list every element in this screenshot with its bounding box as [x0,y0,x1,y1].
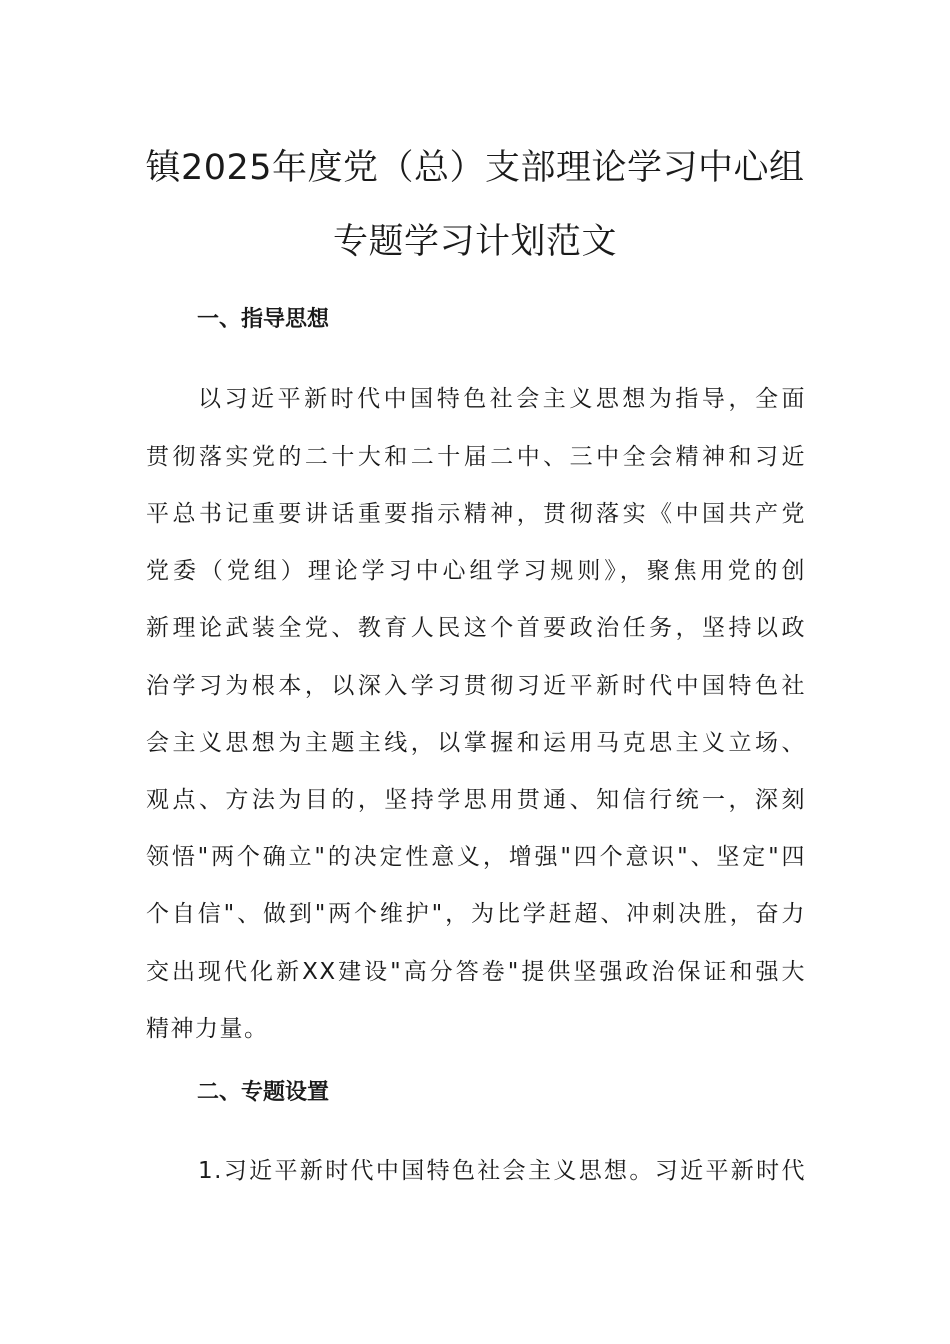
list-item-line: 1.习近平新时代中国特色社会主义思想。习近平新时代 [198,1158,806,1184]
paragraph-line: 贯彻落实党的二十大和二十届二中、三中全会精神和习近 [146,444,806,470]
paragraph-line: 交出现代化新XX建设"高分答卷"提供坚强政治保证和强大 [146,959,806,985]
paragraph-line: 新理论武装全党、教育人民这个首要政治任务，坚持以政 [146,615,806,641]
paragraph-line: 个自信"、做到"两个维护"，为比学赶超、冲刺决胜，奋力 [146,901,806,927]
section-heading-topic-settings: 二、专题设置 [197,1080,330,1105]
section-heading-guiding-thought: 一、指导思想 [197,307,330,332]
paragraph-line: 会主义思想为主题主线，以掌握和运用马克思主义立场、 [146,730,806,756]
document-title-line-1: 镇2025年度党（总）支部理论学习中心组 [145,148,805,188]
paragraph-line: 领悟"两个确立"的决定性意义，增强"四个意识"、坚定"四 [146,844,806,870]
paragraph-line: 平总书记重要讲话重要指示精神，贯彻落实《中国共产党 [146,501,806,527]
paragraph-line: 党委（党组）理论学习中心组学习规则》，聚焦用党的创 [146,558,806,584]
paragraph-line: 治学习为根本，以深入学习贯彻习近平新时代中国特色社 [146,673,806,699]
paragraph-line: 精神力量。 [146,1016,269,1042]
paragraph-line: 以习近平新时代中国特色社会主义思想为指导，全面 [198,386,806,412]
paragraph-line: 观点、方法为目的，坚持学思用贯通、知信行统一，深刻 [146,787,806,813]
document-title-line-2: 专题学习计划范文 [332,222,617,262]
